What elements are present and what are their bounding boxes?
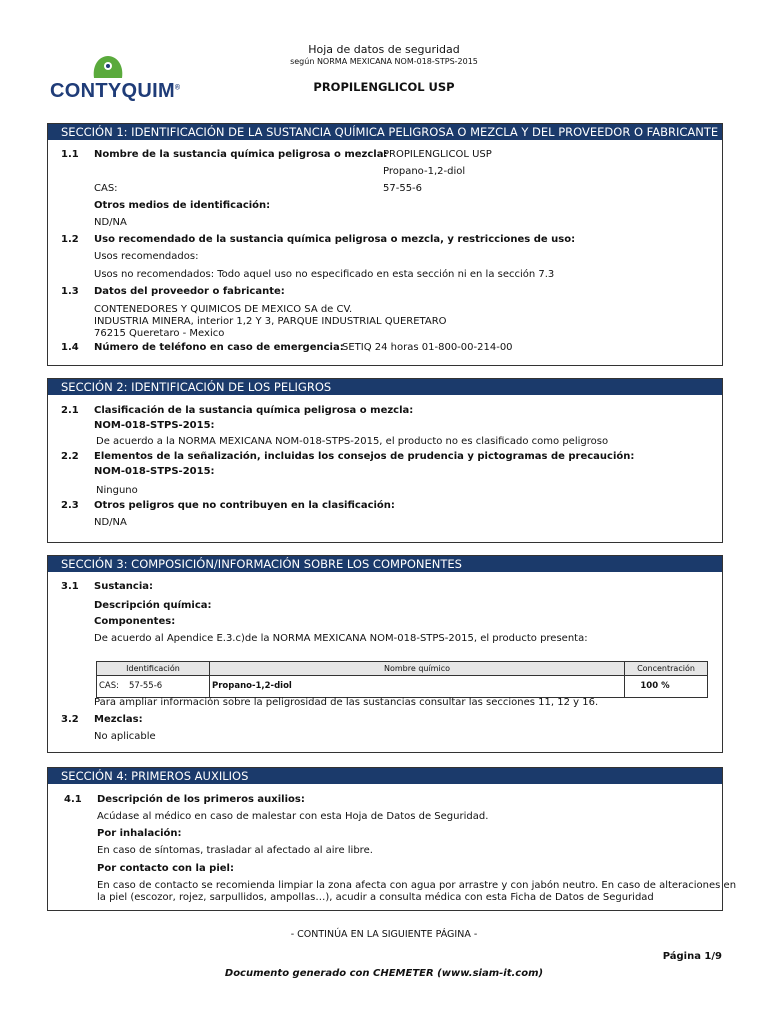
classification-text: De acuerdo a la NORMA MEXICANA NOM-018-STPS-2015, el producto no es clasificado como peligroso bbox=[96, 436, 609, 447]
product-name: PROPILENGLICOL USP bbox=[313, 80, 455, 94]
components-label: Componentes: bbox=[94, 616, 176, 627]
inhalation-text: En caso de síntomas, trasladar al afectado al aire libre. bbox=[97, 845, 373, 856]
table-cell: 57-55-6 bbox=[129, 681, 163, 691]
item-label: Elementos de la señalización, incluidas los consejos de prudencia y pictogramas de precaución: bbox=[94, 451, 635, 462]
document-title: Hoja de datos de seguridad bbox=[308, 43, 460, 56]
generator-note: Documento generado con CHEMETER (www.siam-it.com) bbox=[224, 968, 544, 979]
column-header: Nombre químico bbox=[210, 662, 625, 676]
item-number: 1.4 bbox=[61, 342, 79, 353]
item-label: Sustancia: bbox=[94, 581, 154, 592]
supplier-city: 76215 Queretaro - Mexico bbox=[94, 328, 225, 339]
column-header: Identificación bbox=[97, 662, 210, 676]
item-number: 2.1 bbox=[61, 405, 79, 416]
other-ident-value: ND/NA bbox=[94, 217, 127, 228]
item-label: Mezclas: bbox=[94, 714, 143, 725]
supplier-name: CONTENEDORES Y QUIMICOS DE MEXICO SA de CV. bbox=[94, 304, 353, 315]
inhalation-label: Por inhalación: bbox=[97, 828, 182, 839]
composition-note: Para ampliar información sobre la peligrosidad de las sustancias consultar las secciones 11, 12 y 16. bbox=[94, 697, 599, 708]
skin-contact-text: la piel (escozor, rojez, sarpullidos, ampollas…), acudir a consulta médica con esta Ficha de Datos de Seguridad bbox=[97, 892, 654, 903]
substance-synonym: Propano-1,2-diol bbox=[383, 166, 466, 177]
section-4 bbox=[47, 767, 737, 911]
section-2 bbox=[47, 378, 723, 543]
emergency-phone: SETIQ 24 horas 01-800-00-214-00 bbox=[342, 342, 513, 353]
mixtures-text: No aplicable bbox=[94, 731, 156, 742]
other-hazards-text: ND/NA bbox=[94, 517, 127, 528]
item-label: Otros peligros que no contribuyen en la clasificación: bbox=[94, 500, 395, 511]
table-cell: 100 % bbox=[640, 681, 670, 691]
skin-contact-label: Por contacto con la piel: bbox=[97, 863, 234, 874]
supplier-address: INDUSTRIA MINERA, interior 1,2 Y 3, PARQUE INDUSTRIAL QUERETARO bbox=[94, 316, 447, 327]
item-number: 3.1 bbox=[61, 581, 79, 592]
composition-intro: De acuerdo al Apendice E.3.c)de la NORMA MEXICANA NOM-018-STPS-2015, el producto presenta: bbox=[94, 633, 588, 644]
other-ident-label: Otros medios de identificación: bbox=[94, 200, 271, 211]
section-header: SECCIÓN 4: PRIMEROS AUXILIOS bbox=[48, 768, 722, 784]
item-label: Uso recomendado de la sustancia química peligrosa o mezcla, y restricciones de uso: bbox=[94, 234, 576, 245]
table-cell: CAS: bbox=[99, 681, 120, 691]
page-number: Página 1/9 bbox=[662, 951, 722, 962]
section-header: SECCIÓN 1: IDENTIFICACIÓN DE LA SUSTANCIA QUÍMICA PELIGROSA O MEZCLA Y DEL PROVEEDOR O FABRICANTE bbox=[48, 124, 722, 140]
brand-name: CONTYQUIM® bbox=[50, 80, 181, 102]
labelling-text: Ninguno bbox=[96, 485, 138, 496]
composition-table bbox=[96, 661, 708, 698]
first-aid-general: Acúdase al médico en caso de malestar con esta Hoja de Datos de Seguridad. bbox=[97, 811, 489, 822]
section-header: SECCIÓN 2: IDENTIFICACIÓN DE LOS PELIGROS bbox=[48, 379, 722, 395]
cell-divider bbox=[209, 676, 210, 697]
section-header: SECCIÓN 3: COMPOSICIÓN/INFORMACIÓN SOBRE LOS COMPONENTES bbox=[48, 556, 722, 572]
item-label: Descripción de los primeros auxilios: bbox=[97, 794, 305, 805]
section-3 bbox=[47, 555, 723, 753]
item-number: 2.3 bbox=[61, 500, 79, 511]
item-number: 1.3 bbox=[61, 286, 79, 297]
recommended-uses: Usos recomendados: bbox=[94, 251, 199, 262]
continue-note: - CONTINÚA EN LA SIGUIENTE PÁGINA - bbox=[290, 929, 478, 940]
item-number: 3.2 bbox=[61, 714, 79, 725]
column-header: Concentración bbox=[625, 662, 707, 676]
item-label: Clasificación de la sustancia química peligrosa o mezcla: bbox=[94, 405, 414, 416]
cas-value: 57-55-6 bbox=[383, 183, 423, 194]
item-number: 1.1 bbox=[61, 149, 79, 160]
cas-label: CAS: bbox=[94, 183, 118, 194]
item-label: Número de teléfono en caso de emergencia: bbox=[94, 342, 344, 353]
regulation-label: NOM-018-STPS-2015: bbox=[94, 466, 215, 477]
skin-contact-text: En caso de contacto se recomienda limpiar la zona afecta con agua por arrastre y con jabón neutro. En caso de alteraciones en bbox=[97, 880, 737, 891]
item-label: Datos del proveedor o fabricante: bbox=[94, 286, 285, 297]
not-recommended-uses: Usos no recomendados: Todo aquel uso no especificado en esta sección ni en la sección 7.3 bbox=[94, 269, 555, 280]
table-cell: Propano-1,2-diol bbox=[212, 681, 292, 691]
regulation-label: NOM-018-STPS-2015: bbox=[94, 420, 215, 431]
item-label: Nombre de la sustancia química peligrosa o mezcla: bbox=[94, 149, 388, 160]
chemical-description-label: Descripción química: bbox=[94, 600, 212, 611]
item-number: 4.1 bbox=[64, 794, 82, 805]
section-1 bbox=[47, 123, 723, 366]
item-number: 1.2 bbox=[61, 234, 79, 245]
substance-name: PROPILENGLICOL USP bbox=[383, 149, 492, 160]
document-subtitle: según NORMA MEXICANA NOM-018-STPS-2015 bbox=[290, 57, 478, 66]
item-number: 2.2 bbox=[61, 451, 79, 462]
